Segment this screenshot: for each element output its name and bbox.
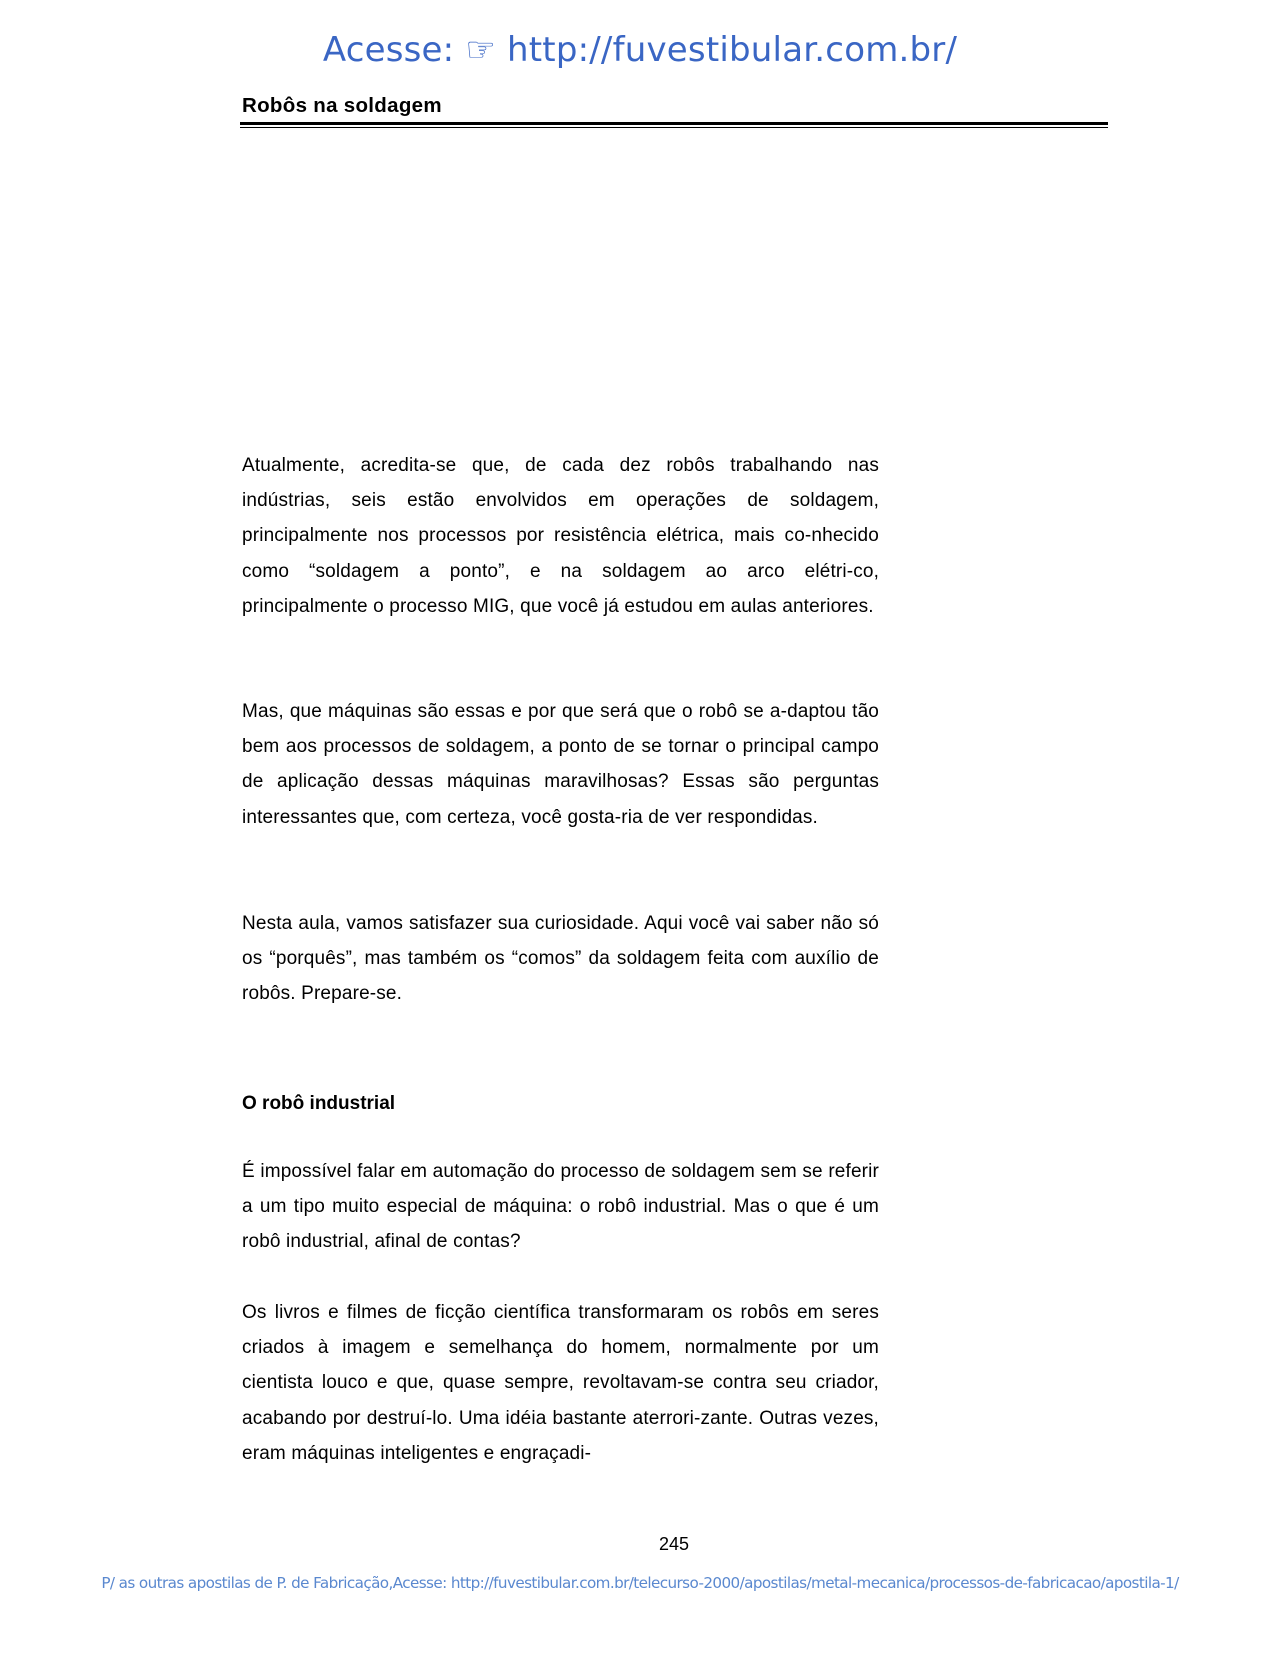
paragraph-text: Os livros e filmes de ficção científica transformaram os robôs em seres criados à imagem e semelhança do homem, normalmente por um cientista louco e que, quase sempre, revoltavam-se contra seu criador, acabando por destruí-lo. Uma idéia bastante aterrori-zante. Outras vezes, eram máquinas inteligentes e engraçadi- <box>242 1302 879 1464</box>
more-handouts-link[interactable]: P/ as outras apostilas de P. de Fabricação,Acesse: http://fuvestibular.com.br/telecurso-2000/apostilas/metal-mecanica/processos-de-fabricacao/apostila-1/ <box>101 1574 1179 1592</box>
title-underline-thin <box>240 127 1108 128</box>
paragraph-text: Atualmente, acredita-se que, de cada dez robôs trabalhando nas indústrias, seis estão envolvidos em operações de soldagem, principalmente nos processos por resistência elétrica, mais co-nhecido como “soldagem a ponto”, e na soldagem ao arco elétri-co, principalmente o processo MIG, que você já estudou em aulas anteriores. <box>242 455 879 617</box>
intro-paragraph-1 <box>242 448 879 624</box>
paragraph-text: É impossível falar em automação do processo de soldagem sem se referir a um tipo muito especial de máquina: o robô industrial. Mas o que é um robô industrial, afinal de contas? <box>242 1161 879 1253</box>
chapter-title: Robôs na soldagem <box>242 94 442 117</box>
intro-paragraph-3 <box>242 906 879 1012</box>
section-heading: O robô industrial <box>242 1093 396 1114</box>
section-paragraph-2 <box>242 1295 879 1471</box>
title-underline-thick <box>240 122 1108 125</box>
section-paragraph-1 <box>242 1154 879 1260</box>
paragraph-text: Nesta aula, vamos satisfazer sua curiosidade. Aqui você vai saber não só os “porquês”, mas também os “comos” da soldagem feita com auxílio de robôs. Prepare-se. <box>242 913 879 1005</box>
page-number: 245 <box>658 1534 690 1554</box>
site-access-link[interactable]: Acesse: ☞ http://fuvestibular.com.br/ <box>322 30 958 70</box>
intro-paragraph-2 <box>242 694 879 835</box>
paragraph-text: Mas, que máquinas são essas e por que será que o robô se a-daptou tão bem aos processos de soldagem, a ponto de se tornar o principal campo de aplicação dessas máquinas maravilhosas? Essas são perguntas interessantes que, com certeza, você gosta-ria de ver respondidas. <box>242 701 879 828</box>
